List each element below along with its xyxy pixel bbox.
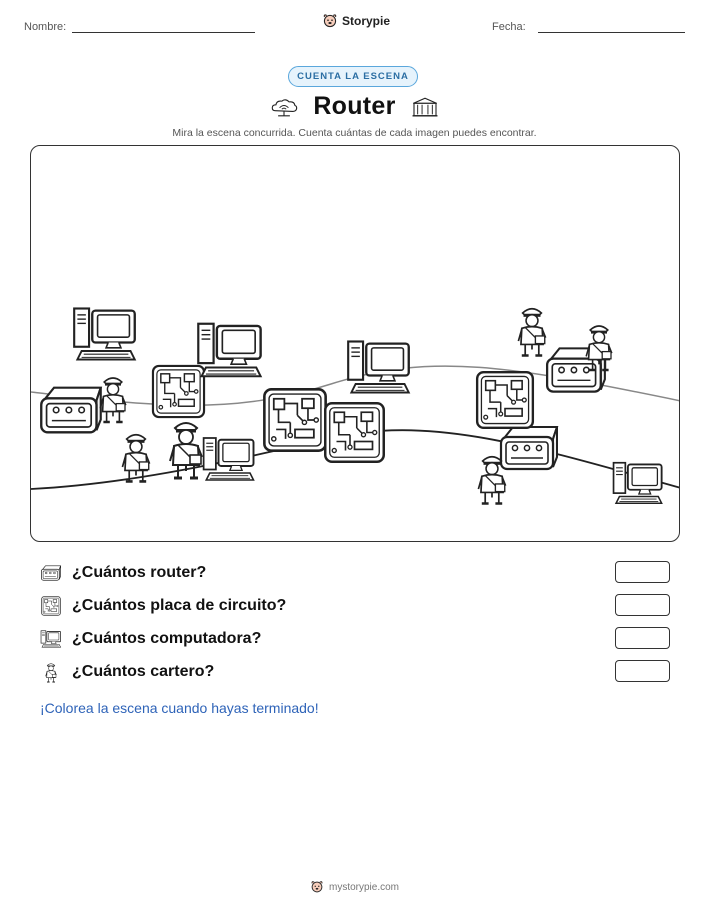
coloring-prompt: ¡Colorea la escena cuando hayas terminado!	[40, 700, 319, 716]
name-label: Nombre:	[24, 21, 67, 33]
answer-box-computer[interactable]	[615, 627, 670, 649]
storypie-logo-icon	[310, 880, 324, 894]
answer-box-circuit-board[interactable]	[615, 594, 670, 616]
activity-badge: CUENTA LA ESCENA	[288, 66, 418, 87]
brand-logo	[322, 13, 390, 29]
instructions: Mira la escena concurrida. Cuenta cuántas de cada imagen puedes encontrar.	[172, 127, 537, 139]
computer-item	[198, 324, 260, 377]
building-icon	[410, 96, 440, 118]
circuit-board-item	[325, 403, 384, 462]
page-title: Router	[313, 92, 396, 120]
date-label: Fecha:	[492, 21, 526, 33]
circuit-board-item	[264, 389, 325, 450]
computer-item	[74, 309, 135, 360]
footer	[0, 880, 709, 894]
storypie-logo-icon	[322, 13, 338, 29]
question-router	[40, 561, 670, 585]
brand-name: Storypie	[342, 14, 391, 28]
mail-carrier-item	[122, 435, 149, 482]
question-circuit-board	[40, 594, 670, 618]
counting-scene[interactable]	[30, 145, 680, 542]
scene-illustration	[31, 146, 680, 542]
computer-item	[348, 342, 409, 393]
name-line[interactable]	[72, 32, 255, 33]
question-text: ¿Cuántos placa de circuito?	[72, 597, 287, 614]
mail-carrier-item	[100, 378, 126, 422]
question-text: ¿Cuántos router?	[72, 564, 207, 581]
circuit-board-item	[477, 372, 533, 428]
question-text: ¿Cuántos cartero?	[72, 663, 215, 680]
computer-item	[204, 438, 254, 480]
router-item	[41, 388, 101, 433]
computer-icon	[40, 628, 62, 650]
question-computer	[40, 627, 670, 651]
router-item	[501, 427, 557, 469]
question-mail-carrier	[40, 660, 670, 684]
date-line[interactable]	[538, 32, 685, 33]
title-row	[0, 92, 709, 121]
router-icon	[40, 562, 62, 584]
cloud-antenna-icon	[269, 96, 299, 118]
answer-box-mail-carrier[interactable]	[615, 660, 670, 682]
circuit-board-item	[153, 366, 204, 417]
question-text: ¿Cuántos computadora?	[72, 630, 262, 647]
mail-carrier-item	[170, 423, 202, 478]
footer-url: mystorypie.com	[328, 881, 399, 893]
circuit-board-icon	[40, 595, 62, 617]
mail-carrier-icon	[40, 661, 62, 683]
mail-carrier-item	[518, 309, 545, 356]
computer-item	[614, 463, 662, 504]
answer-box-router[interactable]	[615, 561, 670, 583]
